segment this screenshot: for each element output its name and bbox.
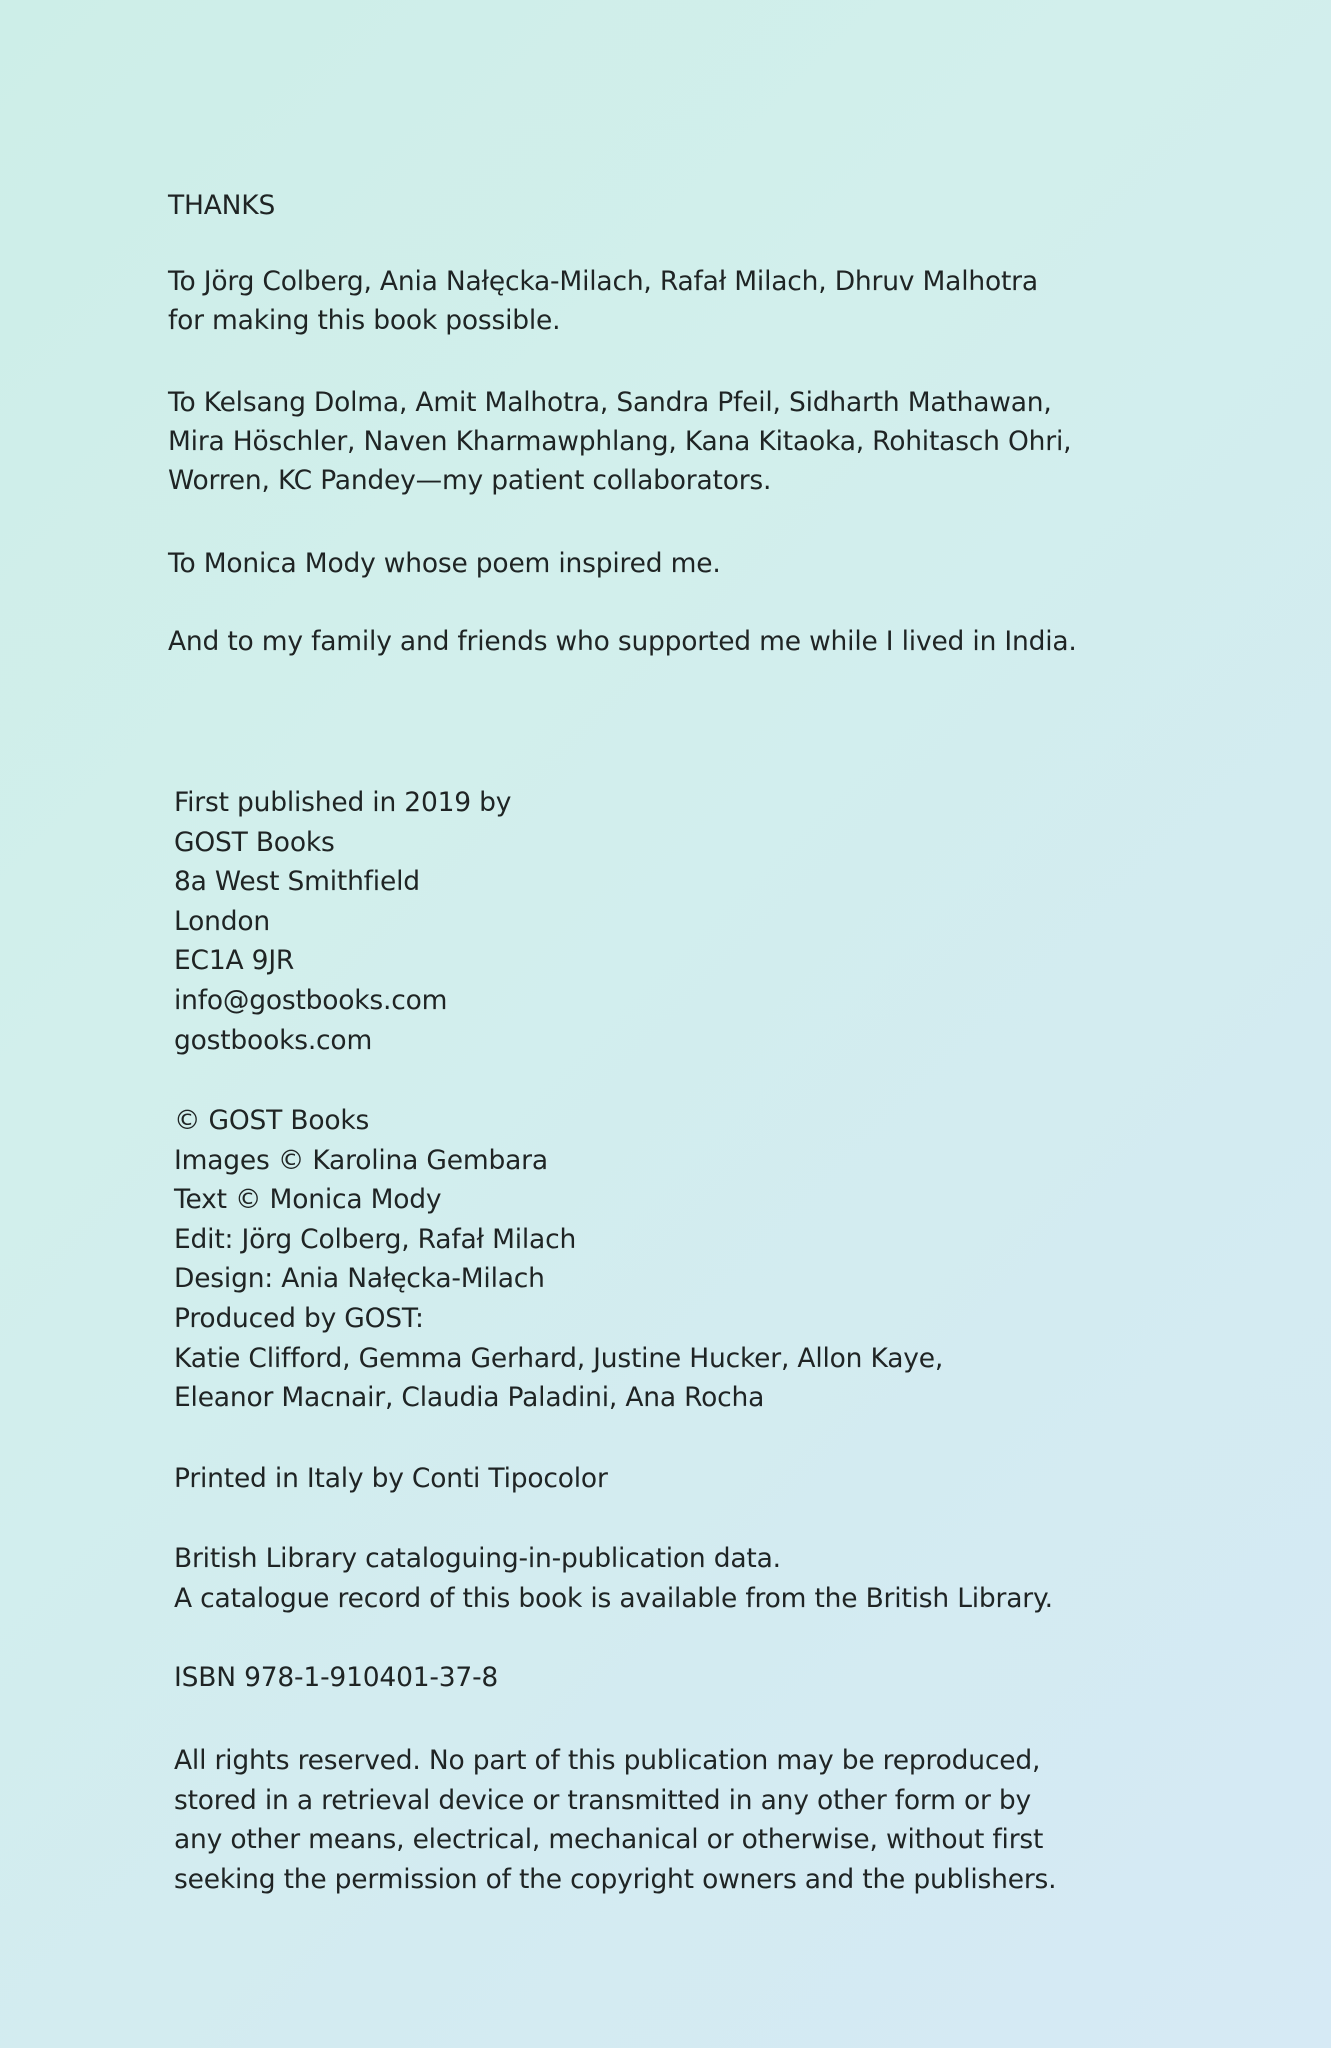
text-line: A catalogue record of this book is available from the British Library.	[174, 1582, 1053, 1614]
printer-info	[174, 1459, 1134, 1499]
producers-line: Eleanor Macnair, Claudia Paladini, Ana Rocha	[174, 1382, 765, 1414]
text-line: All rights reserved. No part of this publication may be reproduced,	[174, 1745, 1041, 1776]
text-line: To Monica Mody whose poem inspired me.	[168, 548, 721, 579]
address-line: 8a West Smithfield	[174, 866, 420, 898]
text-line: any other means, electrical, mechanical or otherwise, without first	[174, 1824, 1044, 1856]
text-line: Mira Höschler, Naven Kharmawphlang, Kana Kitaoka, Rohitasch Ohri,	[168, 426, 1072, 457]
rights-notice	[174, 1741, 1134, 1899]
text-line: British Library cataloguing-in-publication data.	[174, 1543, 781, 1574]
address-city: London	[174, 905, 270, 937]
publisher-info	[174, 783, 1134, 1060]
producers-line: Katie Clifford, Gemma Gerhard, Justine Hucker, Allon Kaye,	[174, 1342, 944, 1374]
thanks-paragraph-editors	[168, 262, 1128, 340]
text-line: To Kelsang Dolma, Amit Malhotra, Sandra Pfeil, Sidharth Mathawan,	[168, 387, 1052, 418]
text-line: Worren, KC Pandey—my patient collaborators.	[168, 465, 772, 496]
address-postcode: EC1A 9JR	[174, 945, 295, 977]
thanks-paragraph-poem	[168, 544, 1128, 583]
publisher-name: GOST Books	[174, 826, 335, 858]
isbn-text: ISBN 978-1-910401-37-8	[174, 1662, 499, 1693]
thanks-heading-text: THANKS	[168, 190, 276, 221]
credits	[174, 1101, 1134, 1418]
text-line: And to my family and friends who supported me while I lived in India.	[168, 626, 1077, 657]
text-line: for making this book possible.	[168, 305, 561, 336]
text-line: To Jörg Colberg, Ania Nałęcka-Milach, Rafał Milach, Dhruv Malhotra	[168, 266, 1038, 297]
thanks-heading	[168, 186, 1128, 225]
publisher-email: info@gostbooks.com	[174, 984, 448, 1016]
isbn	[174, 1658, 1134, 1698]
text-line: seeking the permission of the copyright owners and the publishers.	[174, 1863, 1057, 1895]
text-line: Printed in Italy by Conti Tipocolor	[174, 1463, 608, 1494]
text-line: stored in a retrieval device or transmitted in any other form or by	[174, 1784, 1032, 1816]
design-credit: Design: Ania Nałęcka-Milach	[174, 1263, 545, 1295]
publisher-website: gostbooks.com	[174, 1024, 373, 1056]
copyright-line: © GOST Books	[174, 1105, 370, 1136]
edit-credit: Edit: Jörg Colberg, Rafał Milach	[174, 1223, 577, 1255]
images-credit: Images © Karolina Gembara	[174, 1144, 548, 1176]
text-line: First published in 2019 by	[174, 787, 512, 818]
thanks-paragraph-family	[168, 622, 1128, 661]
thanks-paragraph-collaborators	[168, 383, 1128, 500]
catalogue-info	[174, 1539, 1134, 1618]
text-credit: Text © Monica Mody	[174, 1184, 442, 1216]
produced-by-label: Produced by GOST:	[174, 1302, 424, 1334]
